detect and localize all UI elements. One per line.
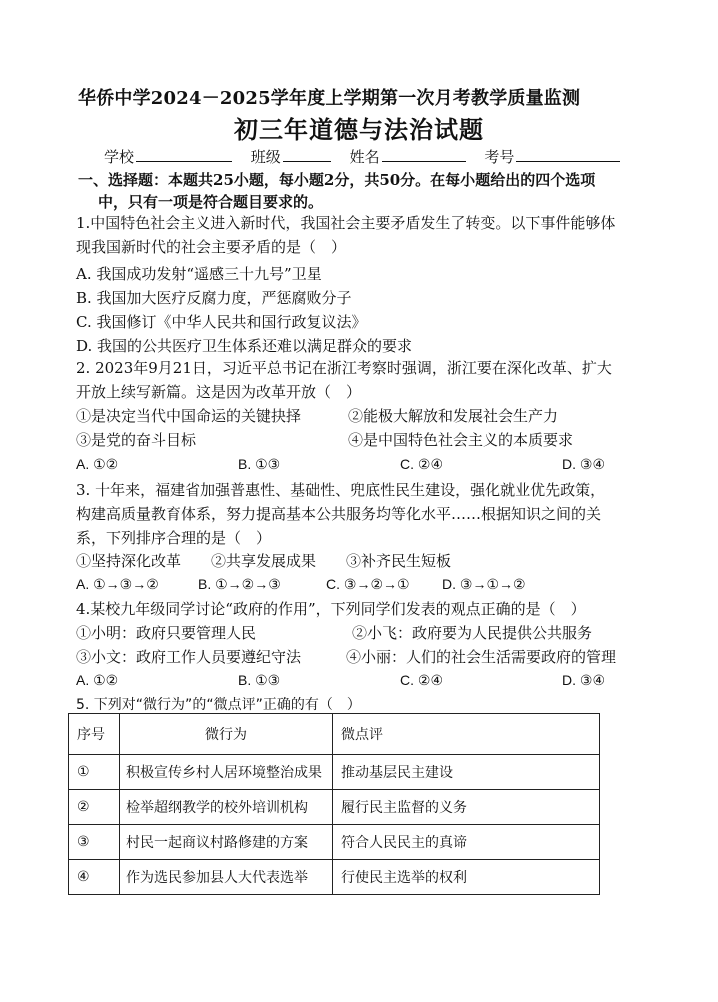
row-index: ④: [69, 860, 120, 895]
id-blank[interactable]: [516, 147, 620, 162]
q1-option-a[interactable]: A. 我国成功发射“遥感三十九号”卫星: [76, 265, 322, 283]
q3-option-c[interactable]: C. ③→②→①: [326, 576, 410, 592]
q5-table: [68, 713, 600, 895]
q3-stem: 3. 十年来，福建省加强普惠性、基础性、兜底性民生建设，强化就业优先政策，: [76, 481, 606, 499]
exam-title: 初三年道德与法治试题: [234, 115, 484, 144]
class-blank[interactable]: [283, 147, 331, 162]
row-comment: 履行民主监督的义务: [333, 790, 600, 825]
q5-stem: 5. 下列对“微行为”的“微点评”正确的有（ ）: [76, 697, 361, 713]
row-comment: 行使民主选举的权利: [333, 860, 600, 895]
q4-statement-2: ②小飞：政府要为人民提供公共服务: [352, 624, 593, 642]
q2-option-a[interactable]: A. ①②: [76, 456, 119, 472]
table-row: [69, 825, 600, 860]
header-cell-index: 序号: [69, 714, 120, 755]
q3-option-b[interactable]: B. ①→②→③: [198, 576, 281, 592]
row-index: ①: [69, 755, 120, 790]
header-cell-comment: 微点评: [333, 714, 600, 755]
row-index: ②: [69, 790, 120, 825]
q2-option-c[interactable]: C. ②④: [400, 456, 443, 472]
q4-option-c[interactable]: C. ②④: [400, 672, 443, 688]
q4-statement-3: ③小文：政府工作人员要遵纪守法: [76, 648, 302, 666]
q2-stem: 2. 2023年9月21日，习近平总书记在浙江考察时强调，浙江要在深化改革、扩大: [76, 359, 612, 377]
school-header: 华侨中学2024－2025学年度上学期第一次月考教学质量监测: [78, 88, 581, 109]
school-field-label: 学校: [104, 148, 135, 166]
table-row: [69, 860, 600, 895]
table-row: [69, 790, 600, 825]
q3-option-a[interactable]: A. ①→③→②: [76, 576, 159, 592]
q4-option-a[interactable]: A. ①②: [76, 672, 119, 688]
q1-stem: 1.中国特色社会主义进入新时代，我国社会主要矛盾发生了转变。以下事件能够体: [76, 214, 616, 232]
row-behavior: 检举超纲教学的校外培训机构: [120, 790, 333, 825]
q3-option-d[interactable]: D. ③→①→②: [442, 576, 526, 592]
row-index: ③: [69, 825, 120, 860]
table-header-row: [69, 714, 600, 755]
row-behavior: 积极宣传乡村人居环境整治成果: [120, 755, 333, 790]
q2-statement-2: ②能极大解放和发展社会生产力: [348, 407, 559, 425]
header-cell-behavior: 微行为: [120, 714, 333, 755]
q4-option-d[interactable]: D. ③④: [562, 672, 605, 688]
q1-option-b[interactable]: B. 我国加大医疗反腐力度，严惩腐败分子: [76, 289, 352, 307]
q2-statement-3: ③是党的奋斗目标: [76, 431, 197, 449]
table-row: [69, 755, 600, 790]
q3-stem-cont: 构建高质量教育体系，努力提高基本公共服务均等化水平……根据知识之间的关: [76, 505, 602, 523]
row-behavior: 村民一起商议村路修建的方案: [120, 825, 333, 860]
q3-stem-cont2: 系，下列排序合理的是（ ）: [76, 529, 272, 547]
q2-statement-4: ④是中国特色社会主义的本质要求: [348, 431, 574, 449]
row-comment: 推动基层民主建设: [333, 755, 600, 790]
section-instruction-cont: 中，只有一项是符合题目要求的。: [98, 193, 324, 211]
row-comment: 符合人民民主的真谛: [333, 825, 600, 860]
q4-stem: 4.某校九年级同学讨论“政府的作用”，下列同学们发表的观点正确的是（ ）: [76, 600, 586, 618]
q4-statement-4: ④小丽：人们的社会生活需要政府的管理: [346, 648, 617, 666]
q2-stem-cont: 开放上续写新篇。这是因为改革开放（ ）: [76, 383, 362, 401]
student-info-row: [104, 146, 634, 167]
section-instruction: 一、选择题：本题共25小题，每小题2分，共50分。在每小题给出的四个选项: [78, 171, 596, 189]
school-blank[interactable]: [136, 147, 232, 162]
q1-option-c[interactable]: C. 我国修订《中华人民共和国行政复议法》: [76, 313, 367, 331]
q3-statements: ①坚持深化改革 ②共享发展成果 ③补齐民生短板: [76, 552, 452, 570]
q4-statement-1: ①小明：政府只要管理人民: [76, 624, 257, 642]
class-field-label: 班级: [250, 148, 281, 166]
q4-option-b[interactable]: B. ①③: [238, 672, 281, 688]
q2-option-d[interactable]: D. ③④: [562, 456, 605, 472]
q1-stem-cont: 现我国新时代的社会主要矛盾的是（ ）: [76, 238, 347, 256]
q1-option-d[interactable]: D. 我国的公共医疗卫生体系还难以满足群众的要求: [76, 337, 413, 355]
q2-statement-1: ①是决定当代中国命运的关键抉择: [76, 407, 302, 425]
row-behavior: 作为选民参加县人大代表选举: [120, 860, 333, 895]
q2-option-b[interactable]: B. ①③: [238, 456, 281, 472]
name-field-label: 姓名: [349, 148, 380, 166]
name-blank[interactable]: [382, 147, 466, 162]
id-field-label: 考号: [484, 148, 515, 166]
